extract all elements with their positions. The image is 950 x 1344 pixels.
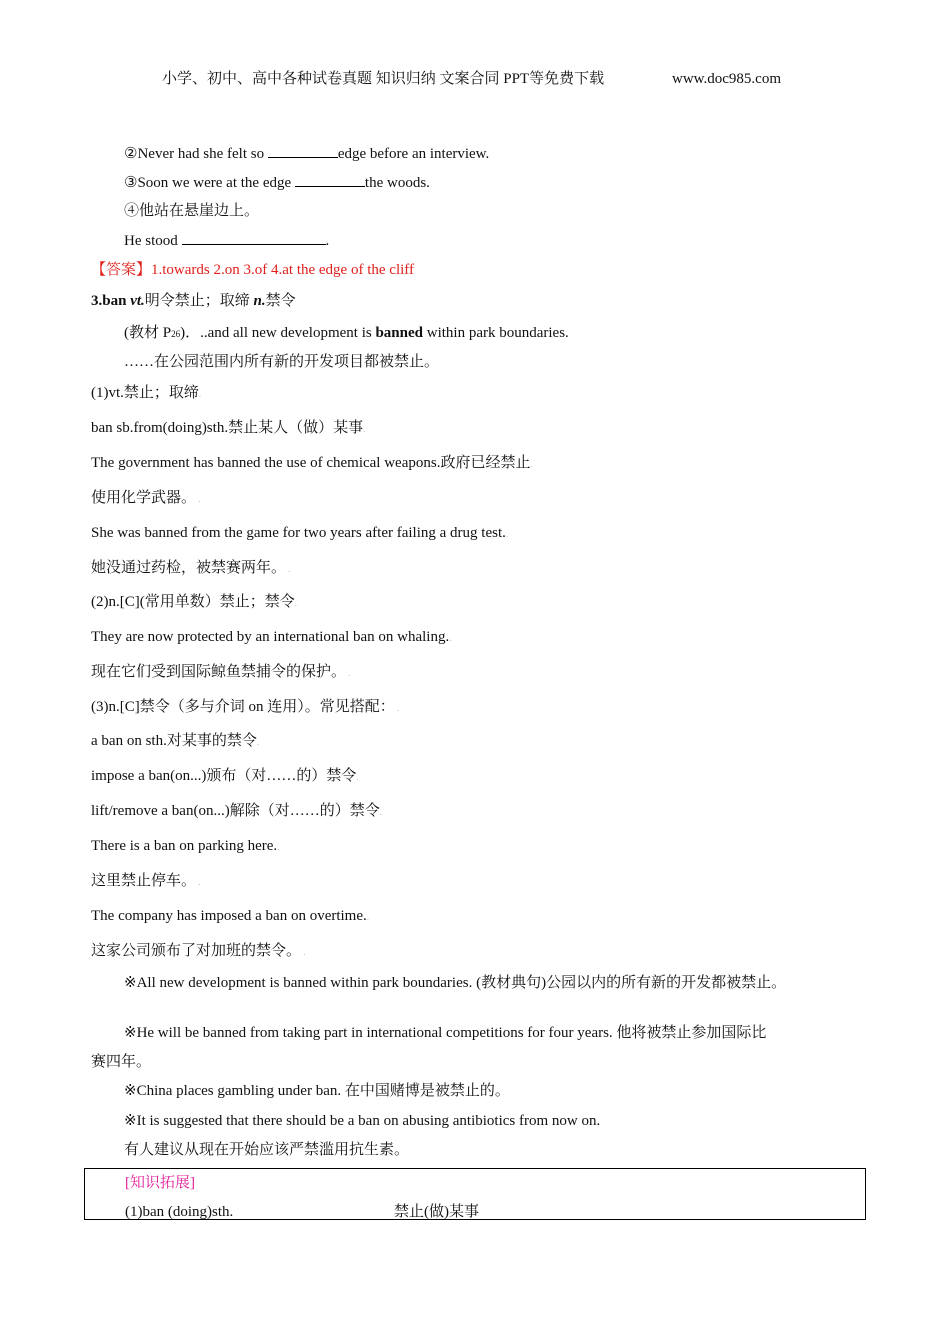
answer-blank[interactable]	[182, 230, 326, 245]
usage-line: They are now protected by an international ban on whaling..	[91, 629, 452, 645]
usage-line: impose a ban(on...)颁布（对……的）禁令.	[91, 768, 359, 784]
entry-heading: 3.ban vt.明令禁止；取缔 n.禁令	[91, 293, 296, 309]
knowledge-box	[84, 1168, 866, 1220]
usage-line: lift/remove a ban(on...)解除（对……的）禁令.	[91, 803, 382, 819]
answer-blank[interactable]	[295, 172, 365, 187]
usage-line: (1)vt.禁止；取缔.	[91, 385, 202, 401]
knowledge-title: [知识拓展]	[125, 1175, 195, 1191]
knowledge-item-cn: 禁止(做)某事	[394, 1204, 479, 1220]
usage-line: 使用化学武器。 .	[91, 490, 201, 506]
exercise-3: ③Soon we were at the edge the woods.	[124, 172, 430, 193]
usage-line: (3)n.[C]禁令（多与介词 on 连用）。常见搭配： .	[91, 699, 400, 715]
usage-line: ban sb.from(doing)sth.禁止某人（做）某事.	[91, 420, 366, 436]
usage-line: There is a ban on parking here..	[91, 838, 280, 854]
textbook-translation: ……在公园范围内所有新的开发项目都被禁止。	[124, 354, 440, 370]
usage-line: She was banned from the game for two years after failing a drug test..	[91, 525, 509, 541]
answer-blank[interactable]	[268, 143, 338, 158]
exercise-2: ②Never had she felt so edge before an interview.	[124, 143, 489, 164]
usage-line: The government has banned the use of chemical weapons.政府已经禁止.	[91, 455, 533, 471]
knowledge-item-en: (1)ban (doing)sth.	[125, 1204, 234, 1220]
answer-line: 【答案】1.towards 2.on 3.of 4.at the edge of the cliff	[91, 262, 414, 278]
textbook-sentence: (教材 P26)．..and all new development is banned within park boundaries.	[124, 325, 569, 341]
header-url: www.doc985.com	[672, 71, 782, 87]
example-sentence: ※It is suggested that there should be a ban on abusing antibiotics from now on.	[124, 1113, 601, 1129]
usage-line: 现在它们受到国际鲸鱼禁捕令的保护。 .	[91, 664, 351, 680]
usage-line: (2)n.[C](常用单数）禁止；禁令.	[91, 594, 297, 610]
example-sentence: ※He will be banned from taking part in international competitions for four years. 他将被禁止参加国际比	[124, 1025, 767, 1041]
example-translation: 有人建议从现在开始应该严禁滥用抗生素。	[124, 1142, 410, 1158]
example-sentence-cont: 赛四年。	[91, 1054, 152, 1070]
usage-line: 这里禁止停车。 .	[91, 873, 201, 889]
exercise-4: ④他站在悬崖边上。	[124, 203, 260, 219]
example-sentence: ※China places gambling under ban. 在中国赌博是被禁止的。	[124, 1083, 510, 1099]
usage-line: a ban on sth.对某事的禁令.	[91, 733, 260, 749]
example-sentence: ※All new development is banned within park boundaries. (教材典句)公园以内的所有新的开发都被禁止。	[124, 975, 787, 991]
usage-line: The company has imposed a ban on overtime..	[91, 908, 370, 924]
usage-line: 她没通过药检，被禁赛两年。 .	[91, 560, 291, 576]
header-text: 小学、初中、高中各种试卷真题 知识归纳 文案合同 PPT等免费下载	[162, 71, 605, 87]
usage-line: 这家公司颁布了对加班的禁令。 .	[91, 943, 306, 959]
exercise-4-answer-line: He stood .	[124, 230, 329, 251]
